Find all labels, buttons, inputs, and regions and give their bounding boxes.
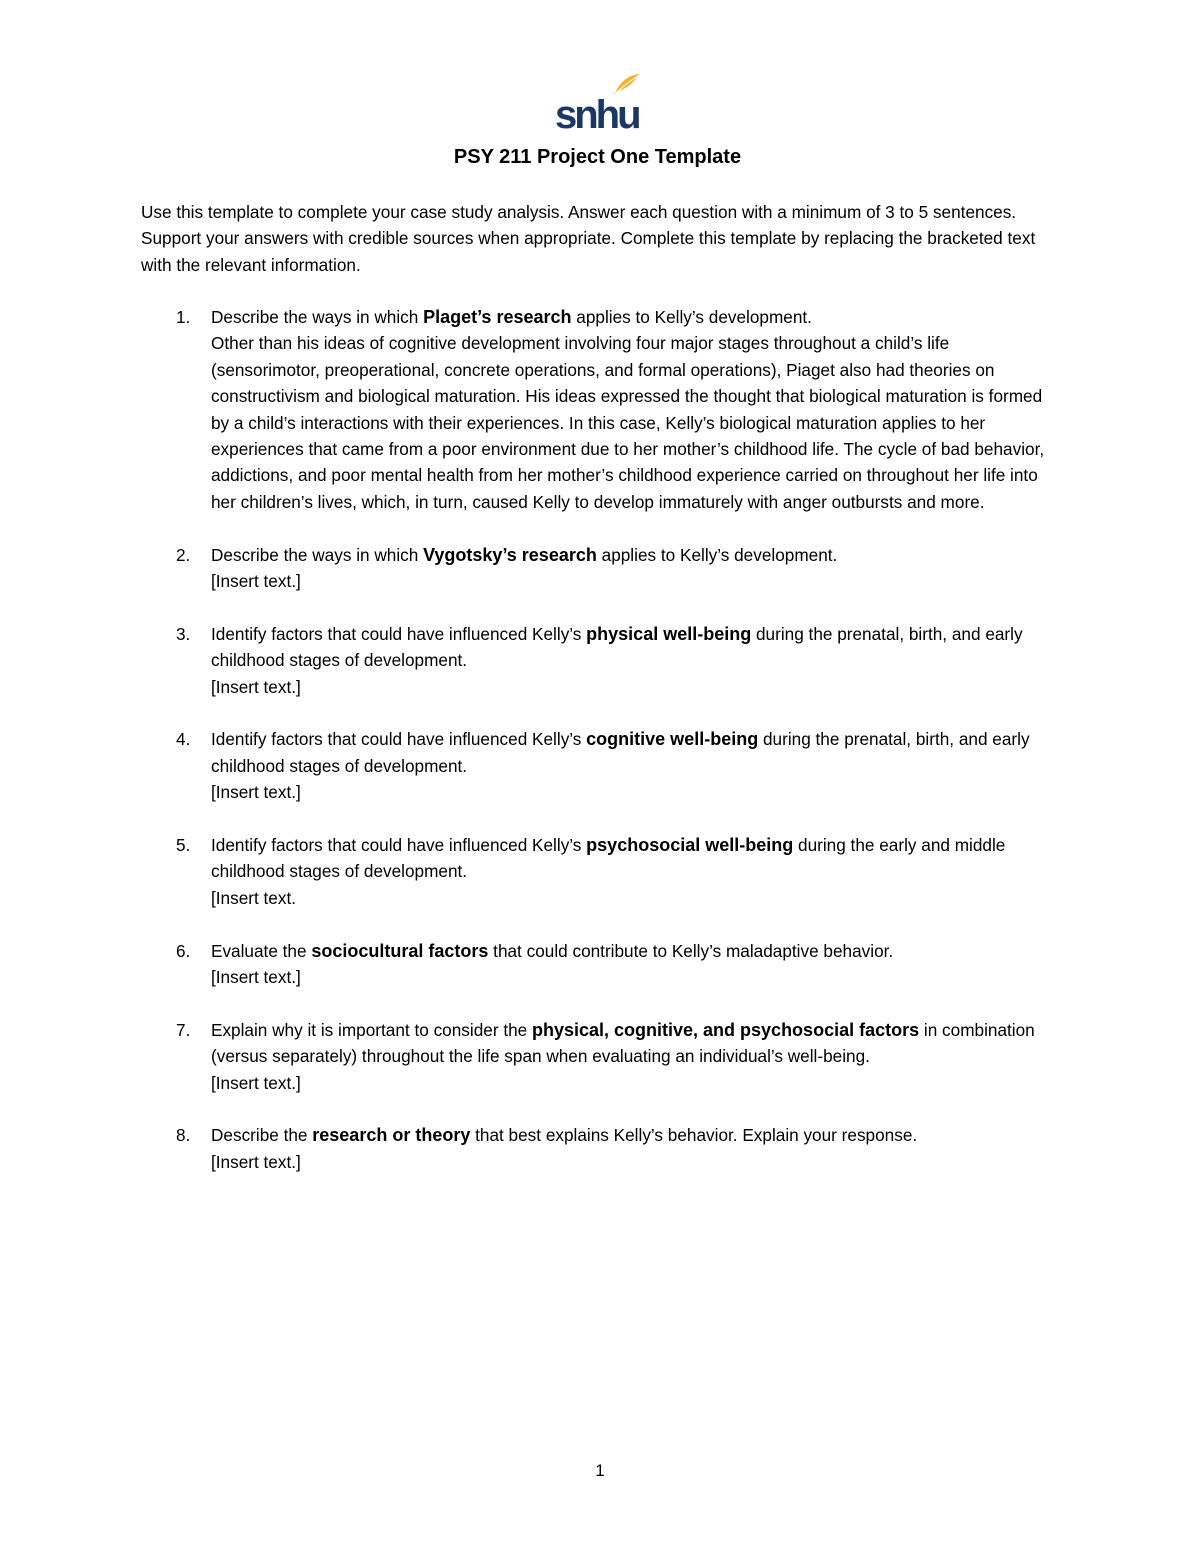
question-item: [141, 832, 1061, 911]
question-text: Describe the ways in which: [211, 544, 424, 565]
page-number: 1: [595, 1461, 605, 1480]
question-keyword: Plaget’s research: [423, 307, 572, 327]
question-keyword: psychosocial well-being: [586, 835, 794, 856]
question-text: Identify factors that could have influenced Kelly’s: [211, 623, 587, 644]
answer-placeholder: [Insert text.]: [211, 676, 301, 697]
question-item: [141, 1122, 1061, 1175]
question-item: [141, 726, 1061, 805]
question-text: that could contribute to Kelly’s maladaptive behavior.: [488, 940, 894, 961]
question-keyword: sociocultural factors: [311, 940, 489, 961]
question-number: 7.: [176, 1019, 191, 1040]
question-item: [141, 304, 1061, 515]
question-text: in combination (versus separately) throughout the life span when evaluating an individual’s well-being.: [211, 1019, 1035, 1067]
question-text: during the early and middle childhood stages of development.: [211, 835, 1006, 882]
question-text: Describe the ways in which: [211, 307, 424, 327]
answer-placeholder: [Insert text.]: [211, 967, 301, 988]
question-item: [141, 938, 1061, 991]
question-number: 8.: [176, 1125, 191, 1146]
question-item: [141, 621, 1061, 700]
answer-placeholder: [Insert text.]: [211, 782, 301, 803]
instructions-paragraph: Use this template to complete your case study analysis. Answer each question with a minimum of 3 to 5 sentences. Support your answers with credible sources when appropriate. Complete this template by replacing the bracketed text with the relevant information.: [141, 202, 1036, 275]
question-keyword: physical, cognitive, and psychosocial factors: [531, 1019, 920, 1040]
answer-text: Other than his ideas of cognitive development involving four major stages throughout a child’s life (sensorimotor, preoperational, concrete operations, and formal operations), Piaget also had theories on constructivism and biological maturation. His ideas expressed the thought that biological maturation is formed by a child’s interactions with their experiences. In this case, Kelly’s biological maturation applies to her experiences that came from a poor environment due to her mother’s childhood life. The cycle of bad behavior, addictions, and poor mental health from her mother’s childhood experience carried on throughout her life into her children’s lives, which, in turn, caused Kelly to develop immaturely with anger outbursts and more.: [211, 333, 1045, 512]
question-number: 3.: [176, 623, 191, 644]
question-text: Explain why it is important to consider the: [211, 1019, 532, 1040]
answer-placeholder: [Insert text.]: [211, 1151, 301, 1172]
question-list: [141, 304, 1061, 1202]
question-item: [141, 542, 1061, 595]
document-title: PSY 211 Project One Template: [453, 146, 742, 168]
question-item: [141, 1017, 1061, 1096]
question-number: 6.: [176, 940, 191, 961]
question-text: Describe the: [211, 1125, 313, 1146]
question-keyword: Vygotsky’s research: [423, 544, 597, 565]
question-number: 2.: [176, 544, 191, 565]
question-text: applies to Kelly’s development.: [571, 307, 812, 327]
question-text: Evaluate the: [211, 940, 312, 961]
question-text: Identify factors that could have influenced Kelly’s: [211, 729, 587, 750]
question-keyword: physical well-being: [586, 623, 752, 644]
question-text: that best explains Kelly’s behavior. Explain your response.: [470, 1125, 918, 1146]
question-text: during the prenatal, birth, and early childhood stages of development.: [211, 729, 1030, 776]
question-number: 5.: [176, 835, 191, 856]
question-keyword: research or theory: [312, 1125, 471, 1146]
answer-placeholder: [Insert text.]: [211, 571, 301, 592]
question-keyword: cognitive well-being: [586, 729, 759, 750]
question-text: applies to Kelly’s development.: [596, 544, 838, 565]
answer-placeholder: [Insert text.: [211, 887, 297, 908]
answer-placeholder: [Insert text.]: [211, 1072, 301, 1093]
question-number: 4.: [176, 729, 191, 750]
question-text: during the prenatal, birth, and early childhood stages of development.: [211, 623, 1023, 671]
question-number: 1.: [176, 307, 191, 327]
question-text: Identify factors that could have influenced Kelly’s: [211, 835, 587, 856]
snhu-logo: [553, 72, 643, 134]
svg-text:snhu: snhu: [555, 93, 639, 134]
